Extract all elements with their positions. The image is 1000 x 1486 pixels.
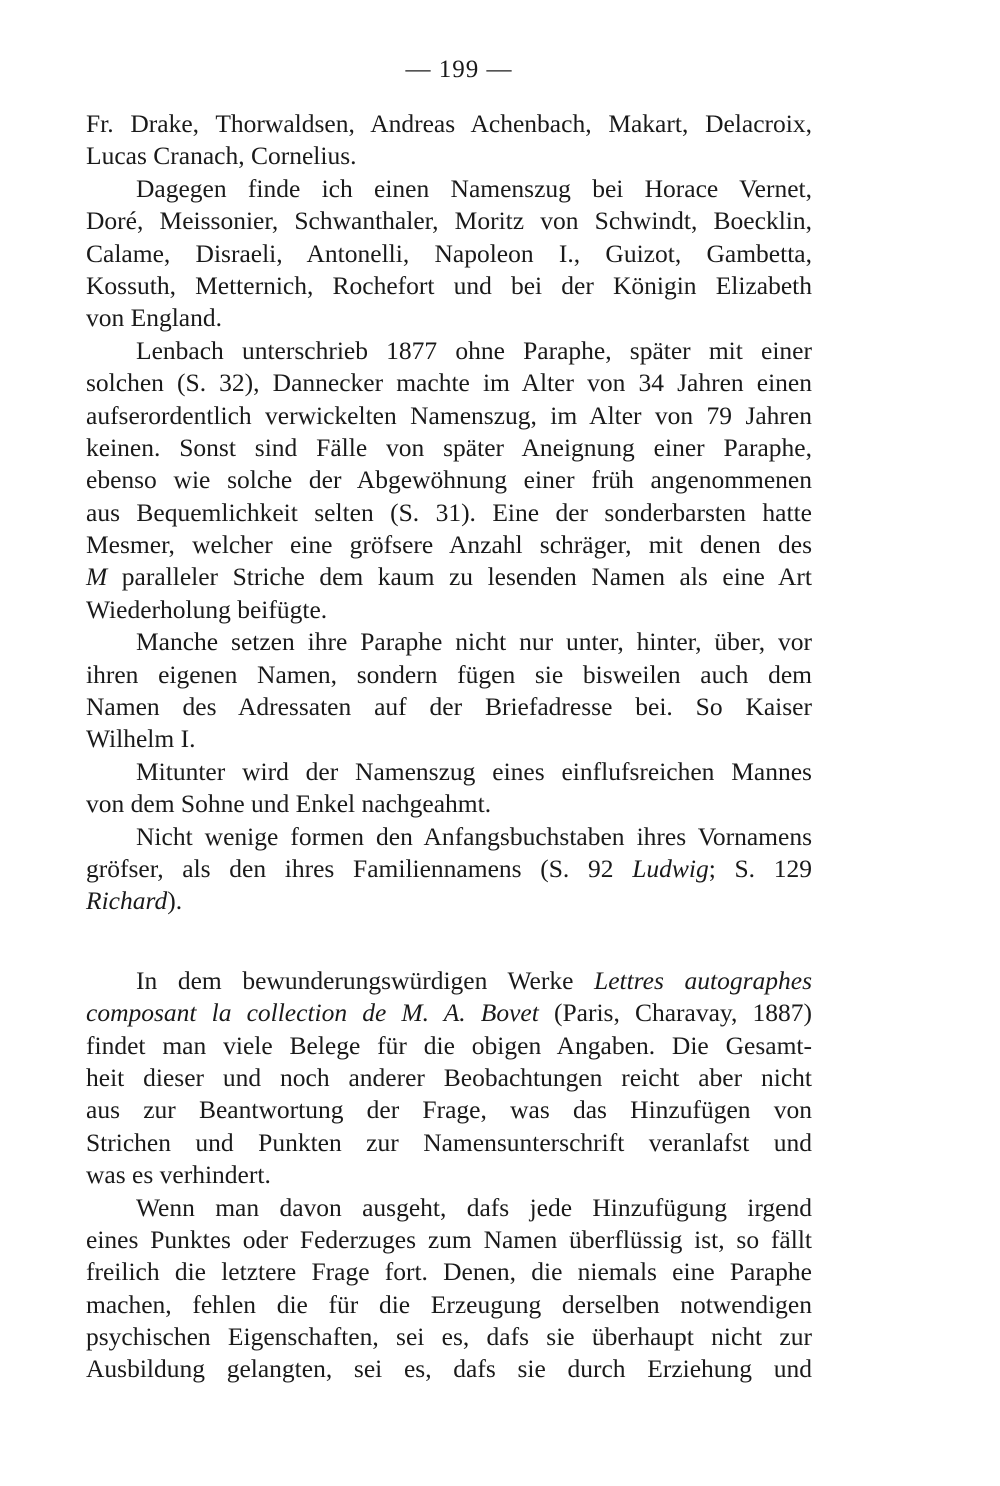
text-line: ihren eigenen Namen, sondern fügen sie bisweilen auch dem — [86, 659, 812, 689]
text-line: Wenn man davon ausgeht, dafs jede Hinzufügung irgend — [136, 1192, 812, 1222]
text-line: Lenbach unterschrieb 1877 ohne Paraphe, später mit einer — [136, 335, 812, 365]
text-line: Wilhelm I. — [86, 724, 196, 754]
paragraph — [86, 626, 812, 756]
paragraph — [86, 108, 812, 173]
text-line: Wiederholung beifügte. — [86, 594, 328, 624]
book-page — [86, 50, 812, 1386]
text-line: Ausbildung gelangten, sei es, dafs sie durch Erziehung und — [86, 1354, 812, 1384]
text-line: heit dieser und noch anderer Beobachtungen reicht aber nicht — [86, 1062, 812, 1092]
text-line: Calame, Disraeli, Antonelli, Napoleon I., Guizot, Gambetta, — [86, 238, 812, 268]
section-gap — [86, 918, 812, 965]
text-line: Mitunter wird der Namenszug eines einflufsreichen Mannes — [136, 756, 812, 786]
text-line: Kossuth, Metternich, Rochefort und bei der Königin Elizabeth — [86, 270, 812, 300]
paragraph — [86, 1192, 812, 1386]
paragraph — [86, 821, 812, 918]
text-line: Lucas Cranach, Cornelius. — [86, 141, 357, 171]
text-line: aus zur Beantwortung der Frage, was das Hinzufügen von — [86, 1095, 812, 1125]
text-line: solchen (S. 32), Dannecker machte im Alter von 34 Jahren einen — [86, 368, 812, 398]
text-line: aufserordentlich verwickelten Namenszug, im Alter von 79 Jahren — [86, 400, 812, 430]
text-line: gröfser, als den ihres Familiennamens (S. 92 Ludwig; S. 129 — [86, 853, 812, 883]
text-line: keinen. Sonst sind Fälle von später Aneignung einer Paraphe, — [86, 432, 812, 462]
paragraph — [86, 335, 812, 627]
text-line: aus Bequemlichkeit selten (S. 31). Eine der sonderbarsten hatte — [86, 497, 812, 527]
text-line: psychischen Eigenschaften, sei es, dafs sie überhaupt nicht zur — [86, 1322, 812, 1352]
text-line: eines Punktes oder Federzuges zum Namen überflüssig ist, so fällt — [86, 1224, 812, 1254]
text-line: machen, fehlen die für die Erzeugung derselben notwendigen — [86, 1289, 812, 1319]
text-line: Mesmer, welcher eine gröfsere Anzahl schräger, mit denen des — [86, 530, 812, 560]
paragraph — [86, 965, 812, 1192]
text-line: Strichen und Punkten zur Namensunterschrift veranlafst und — [86, 1127, 812, 1157]
paragraph — [86, 756, 812, 821]
text-line: findet man viele Belege für die obigen Angaben. Die Gesamt- — [86, 1030, 812, 1060]
page-number: — 199 — — [405, 56, 513, 83]
text-line: von dem Sohne und Enkel nachgeahmt. — [86, 789, 492, 819]
text-line: Manche setzen ihre Paraphe nicht nur unter, hinter, über, vor — [136, 627, 812, 657]
text-line: M paralleler Striche dem kaum zu lesenden Namen als eine Art — [86, 562, 812, 592]
text-line: Nicht wenige formen den Anfangsbuchstaben ihres Vornamens — [136, 821, 812, 851]
text-line: von England. — [86, 303, 222, 333]
text-line: composant la collection de M. A. Bovet (Paris, Charavay, 1887) — [86, 998, 812, 1028]
paragraph — [86, 173, 812, 335]
page-body-text — [86, 108, 812, 1386]
text-line: Richard). — [86, 886, 183, 916]
text-line: was es verhindert. — [86, 1160, 271, 1190]
text-line: Doré, Meissonier, Schwanthaler, Moritz von Schwindt, Boecklin, — [86, 206, 812, 236]
text-line: Dagegen finde ich einen Namenszug bei Horace Vernet, — [136, 173, 812, 203]
text-line: Namen des Adressaten auf der Briefadresse bei. So Kaiser — [86, 692, 812, 722]
text-line: ebenso wie solche der Abgewöhnung einer früh angenommenen — [86, 465, 812, 495]
text-line: Fr. Drake, Thorwaldsen, Andreas Achenbach, Makart, Delacroix, — [86, 109, 812, 138]
text-line: freilich die letztere Frage fort. Denen, die niemals eine Paraphe — [86, 1257, 812, 1287]
text-line: In dem bewunderungswürdigen Werke Lettres autographes — [136, 965, 813, 995]
